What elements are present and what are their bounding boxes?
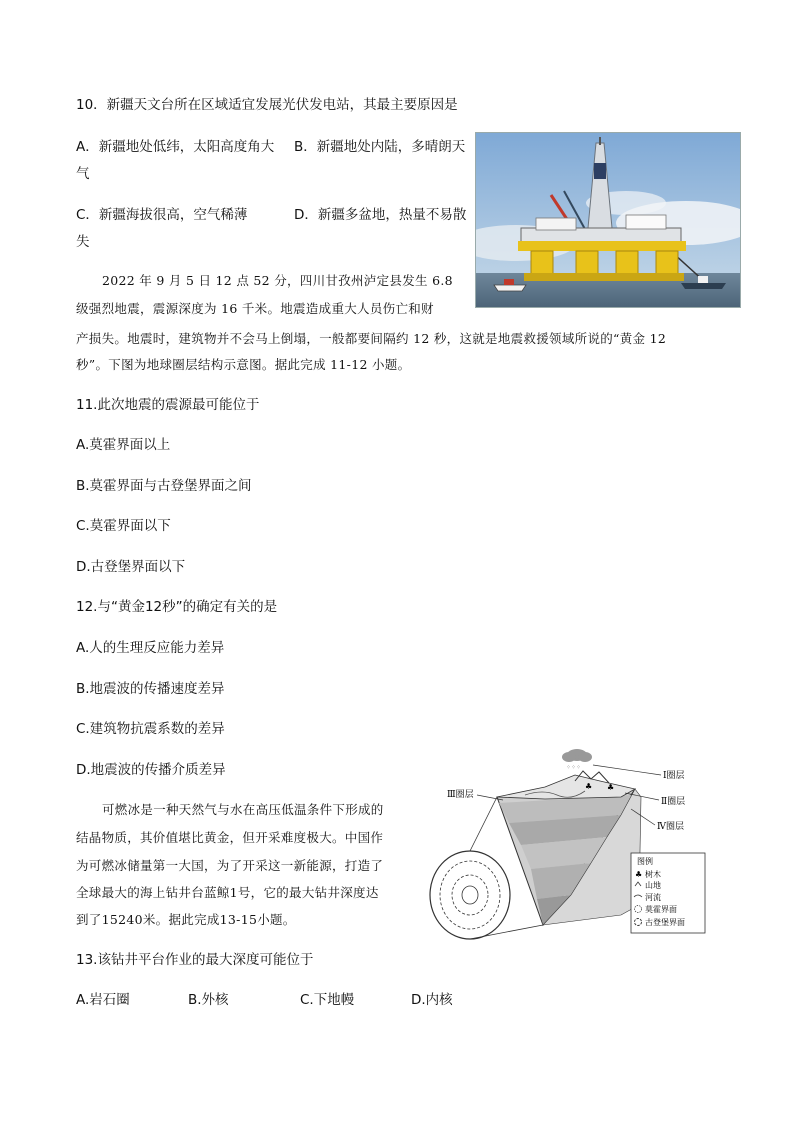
passage1-line1: 2022 年 9 月 5 日 12 点 52 分，四川甘孜州泸定县发生 6.8 [102,273,453,288]
legend-moho: 莫霍界面 [645,905,677,914]
passage2-line1: 可燃冰是一种天然气与水在高压低温条件下形成的 [102,802,384,817]
q12-stem: 12.与“黄金12秒”的确定有关的是 [76,599,278,615]
cloud-icon [562,749,592,771]
legend-mountain: 山地 [645,881,661,890]
passage2-line5: 到了15240米。据此完成13-15小题。 [76,912,296,927]
layer4-label: Ⅳ圈层 [657,822,684,832]
legend-gutenberg: 古登堡界面 [645,918,685,927]
q11-option-d: D.古登堡界面以下 [76,559,186,575]
q11-option-b: B.莫霍界面与古登堡界面之间 [76,478,252,494]
q10-option-b: B．新疆地处内陆，多晴朗天 [294,139,466,155]
passage2-line3: 为可燃冰储量第一大国，为了开采这一新能源，打造了 [76,858,384,873]
q12-option-a: A.人的生理反应能力差异 [76,640,225,656]
tree-icon: ♣ [585,782,593,791]
tree-icon: ♣ [607,783,615,792]
passage1-line3: 产损失。地震时，建筑物并不会马上倒塌，一般都要间隔约 12 秒，这就是地震救援领域所说的“黄金 12 [76,331,667,346]
q12-option-c: C.建筑物抗震系数的差异 [76,721,225,737]
q13-option-b: B.外核 [188,992,229,1008]
q10-option-d: D．新疆多盆地，热量不易散 [294,207,467,223]
q10-option-d-cont: 失 [76,234,90,250]
passage2-line4: 全球最大的海上钻井台蓝鲸1号，它的最大钻井深度达 [76,885,379,900]
q11-stem: 11.此次地震的震源最可能位于 [76,397,260,413]
passage1-line2: 级强烈地震，震源深度为 16 千米。地震造成重大人员伤亡和财 [76,301,434,316]
q12-option-b: B.地震波的传播速度差异 [76,681,225,697]
layer3-label: Ⅲ圈层 [447,790,474,800]
q13-option-c: C.下地幔 [300,992,355,1008]
passage2-line2: 结晶物质，其价值堪比黄金，但开采难度极大。中国作 [76,830,384,845]
q10-option-c: C．新疆海拔很高，空气稀薄 [76,207,248,223]
oil-rig-image [476,133,740,307]
layer2-label: Ⅱ圈层 [661,797,686,807]
q11-option-a: A.莫霍界面以上 [76,437,171,453]
q12-option-d: D.地震波的传播介质差异 [76,762,226,778]
legend-title: 图例 [637,857,653,866]
legend [631,853,705,933]
q10-option-a: A．新疆地处低纬，太阳高度角大 [76,139,275,155]
q11-option-c: C.莫霍界面以下 [76,518,171,534]
legend-tree: 树木 [645,870,661,879]
q13-option-a: A.岩石圈 [76,992,130,1008]
earth-layers-figure [425,745,725,945]
layer1-label: Ⅰ圈层 [663,771,685,781]
q13-option-d: D.内核 [411,992,453,1008]
passage1-line4: 秒”。下图为地球圈层结构示意图。据此完成 11-12 小题。 [76,357,411,372]
svg-text:⁘⁘⁘: ⁘⁘⁘ [566,764,582,771]
tree-icon: ♣ [635,870,643,879]
q10-option-b-cont: 气 [76,166,90,182]
oil-rig-photo [475,132,741,308]
q13-stem: 13.该钻井平台作业的最大深度可能位于 [76,952,314,968]
legend-river: 河流 [645,893,661,902]
earth-layers-diagram [425,745,725,945]
q10-stem: 10．新疆天文台所在区域适宜发展光伏发电站，其最主要原因是 [76,97,458,113]
